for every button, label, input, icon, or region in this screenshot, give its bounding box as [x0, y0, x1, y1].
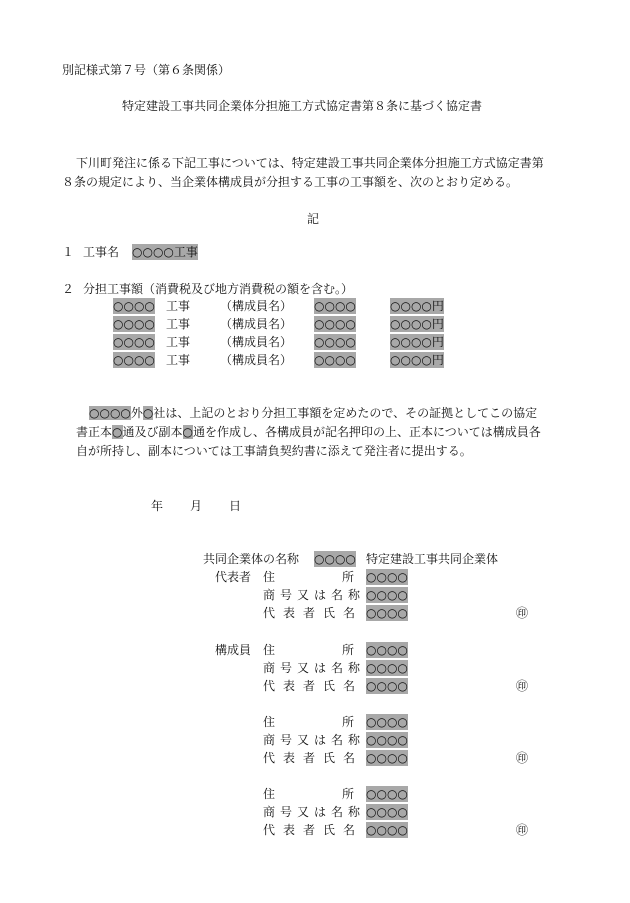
jv-name-field[interactable]: ○○○○ [314, 552, 356, 566]
date-month: 月 [190, 499, 203, 513]
rep-name-field[interactable]: ○○○○ [366, 823, 408, 837]
amount-field[interactable]: ○○○○円 [390, 353, 444, 367]
work-name-field[interactable]: ○○○○ [113, 317, 155, 331]
document-title: 特定建設工事共同企業体分担施工方式協定書第８条に基づく協定書 [122, 99, 483, 113]
work-name-field[interactable]: ○○○○ [113, 299, 155, 313]
trade-name-label: 商号又は名称 [263, 661, 366, 675]
work-suffix: 工事 [166, 299, 191, 313]
address-label-a: 住 [263, 570, 276, 584]
amount-field[interactable]: ○○○○円 [390, 299, 444, 313]
member-name-field[interactable]: ○○○○ [314, 353, 356, 367]
original-count-field[interactable]: ○ [112, 425, 123, 439]
form-label: 別記様式第７号（第６条関係） [62, 63, 231, 77]
work-suffix: 工事 [166, 335, 191, 349]
address-field[interactable]: ○○○○ [366, 715, 408, 729]
item1-number: １ [62, 245, 75, 259]
address-label-a: 住 [263, 715, 276, 729]
party-role: 構成員 [215, 643, 252, 657]
item1-label: 工事名 [83, 245, 120, 259]
closing-line-1: ○○○○外○社は、上記のとおり分担工事額を定めたので、その証拠としてこの協定 [89, 406, 538, 420]
address-label-b: 所 [342, 570, 355, 584]
work-suffix: 工事 [166, 353, 191, 367]
address-label-b: 所 [342, 643, 355, 657]
jv-name-label: 共同企業体の名称 [203, 552, 300, 566]
rep-name-label: 代表者氏名 [263, 751, 364, 765]
seal-mark: ㊞ [516, 751, 529, 765]
work-name-field[interactable]: ○○○○ [113, 353, 155, 367]
trade-name-field[interactable]: ○○○○ [366, 805, 408, 819]
member-label: （構成員名） [220, 299, 293, 313]
trade-name-field[interactable]: ○○○○ [366, 588, 408, 602]
intro-line-2: ８条の規定により、当企業体構成員が分担する工事の工事額を、次のとおり定める。 [62, 175, 519, 189]
address-label-a: 住 [263, 787, 276, 801]
trade-name-label: 商号又は名称 [263, 805, 366, 819]
trade-name-label: 商号又は名称 [263, 588, 366, 602]
address-field[interactable]: ○○○○ [366, 643, 408, 657]
address-field[interactable]: ○○○○ [366, 787, 408, 801]
seal-mark: ㊞ [516, 606, 529, 620]
date-year: 年 [151, 499, 164, 513]
trade-name-field[interactable]: ○○○○ [366, 661, 408, 675]
closing-line-3: 自が所持し、副本については工事請負契約書に添えて発注者に提出する。 [76, 444, 472, 458]
rep-name-label: 代表者氏名 [263, 823, 364, 837]
address-field[interactable]: ○○○○ [366, 570, 408, 584]
item2-label: 分担工事額（消費税及び地方消費税の額を含む。） [83, 282, 354, 296]
item2-number: ２ [62, 282, 75, 296]
copy-count-field[interactable]: ○ [182, 425, 193, 439]
closing-line-2: 書正本○通及び副本○通を作成し、各構成員が記名押印の上、正本については構成員各 [76, 425, 541, 439]
work-suffix: 工事 [166, 317, 191, 331]
jv-name-suffix: 特定建設工事共同企業体 [366, 552, 499, 566]
member-label: （構成員名） [220, 317, 293, 331]
rep-name-label: 代表者氏名 [263, 606, 364, 620]
member-name-field[interactable]: ○○○○ [314, 299, 356, 313]
ki-heading: 記 [307, 212, 320, 226]
intro-line-1: 下川町発注に係る下記工事については、特定建設工事共同企業体分担施工方式協定書第 [76, 156, 544, 170]
rep-name-field[interactable]: ○○○○ [366, 606, 408, 620]
date-day: 日 [229, 499, 242, 513]
rep-name-field[interactable]: ○○○○ [366, 679, 408, 693]
trade-name-label: 商号又は名称 [263, 733, 366, 747]
member-label: （構成員名） [220, 335, 293, 349]
member-name-field[interactable]: ○○○○ [314, 317, 356, 331]
party-role: 代表者 [215, 570, 252, 584]
trade-name-field[interactable]: ○○○○ [366, 733, 408, 747]
construction-name-field[interactable]: ○○○○工事 [132, 245, 198, 259]
company-count-field[interactable]: ○ [142, 406, 154, 420]
rep-name-label: 代表者氏名 [263, 679, 364, 693]
seal-mark: ㊞ [516, 679, 529, 693]
address-label-b: 所 [342, 715, 355, 729]
member-label: （構成員名） [220, 353, 293, 367]
seal-mark: ㊞ [516, 823, 529, 837]
company-name-field[interactable]: ○○○○ [89, 406, 131, 420]
address-label-b: 所 [342, 787, 355, 801]
work-name-field[interactable]: ○○○○ [113, 335, 155, 349]
amount-field[interactable]: ○○○○円 [390, 317, 444, 331]
rep-name-field[interactable]: ○○○○ [366, 751, 408, 765]
amount-field[interactable]: ○○○○円 [390, 335, 444, 349]
member-name-field[interactable]: ○○○○ [314, 335, 356, 349]
address-label-a: 住 [263, 643, 276, 657]
